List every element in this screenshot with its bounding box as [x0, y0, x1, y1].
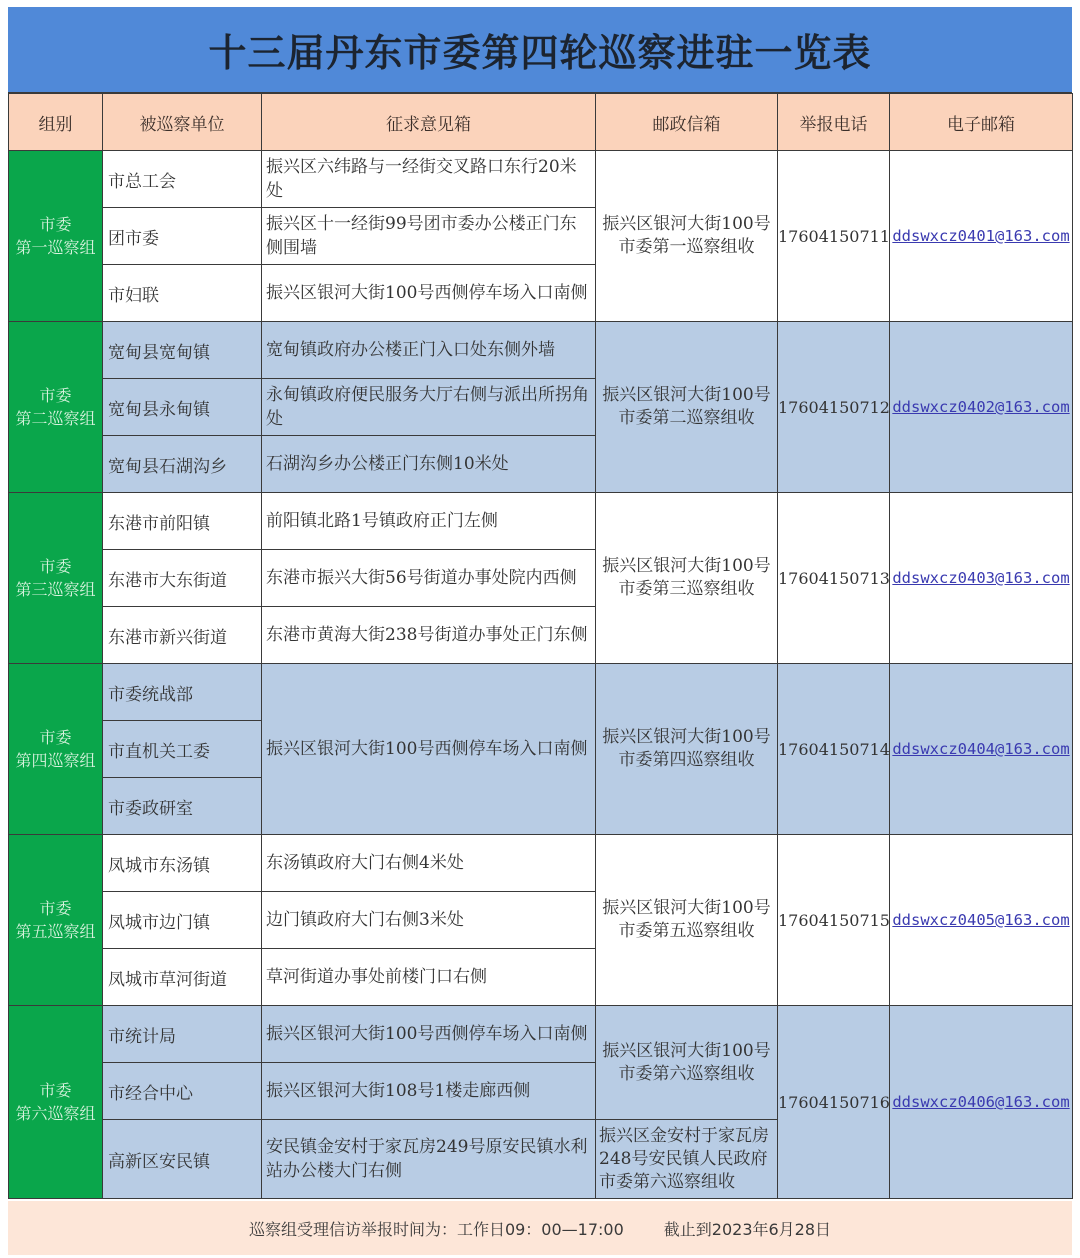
table-row: [9, 835, 1073, 892]
group-cell-1: 市委 第一巡察组: [9, 151, 103, 322]
suggestion-box-cell: 振兴区银河大街108号1楼走廊西侧: [262, 1063, 596, 1120]
suggestion-box-cell: 安民镇金安村于家瓦房249号原安民镇水利站办公楼大门右侧: [262, 1120, 596, 1199]
email-cell: [890, 322, 1073, 493]
unit-cell: 市直机关工委: [103, 721, 262, 778]
unit-cell: 东港市新兴街道: [103, 607, 262, 664]
postal-alt-cell: 振兴区金安村于家瓦房 248号安民镇人民政府 市委第六巡察组收: [596, 1120, 778, 1199]
title-bar: [8, 7, 1072, 93]
unit-cell: 东港市前阳镇: [103, 493, 262, 550]
inspection-table-sheet: [8, 7, 1072, 1255]
postal-cell: 振兴区银河大街100号 市委第二巡察组收: [596, 322, 778, 493]
suggestion-box-cell: 东汤镇政府大门右侧4米处: [262, 835, 596, 892]
phone-cell: 17604150715: [778, 835, 890, 1006]
suggestion-box-cell: 永甸镇政府便民服务大厅右侧与派出所拐角处: [262, 379, 596, 436]
email-link[interactable]: ddswxcz0406@163.com: [892, 1093, 1070, 1111]
header-email: 电子邮箱: [890, 94, 1073, 151]
unit-cell: 东港市大东街道: [103, 550, 262, 607]
email-cell: [890, 1006, 1073, 1199]
email-cell: [890, 664, 1073, 835]
suggestion-box-cell: 石湖沟乡办公楼正门东侧10米处: [262, 436, 596, 493]
suggestion-box-cell: 振兴区银河大街100号西侧停车场入口南侧: [262, 664, 596, 835]
inspection-table: [8, 93, 1073, 1199]
header-postal: 邮政信箱: [596, 94, 778, 151]
email-cell: [890, 835, 1073, 1006]
email-link[interactable]: ddswxcz0401@163.com: [892, 227, 1070, 245]
table-row: [9, 493, 1073, 550]
email-link[interactable]: ddswxcz0405@163.com: [892, 911, 1070, 929]
unit-cell: 市统计局: [103, 1006, 262, 1063]
suggestion-box-cell: 振兴区银河大街100号西侧停车场入口南侧: [262, 1006, 596, 1063]
postal-cell: 振兴区银河大街100号 市委第三巡察组收: [596, 493, 778, 664]
header-unit: 被巡察单位: [103, 94, 262, 151]
suggestion-box-cell: 前阳镇北路1号镇政府正门左侧: [262, 493, 596, 550]
header-phone: 举报电话: [778, 94, 890, 151]
unit-cell: 高新区安民镇: [103, 1120, 262, 1199]
reporting-hours: 巡察组受理信访举报时间为：工作日09：00—17:00: [248, 1219, 624, 1239]
group-cell-5: 市委 第五巡察组: [9, 835, 103, 1006]
unit-cell: 市委统战部: [103, 664, 262, 721]
suggestion-box-cell: 草河街道办事处前楼门口右侧: [262, 949, 596, 1006]
unit-cell: 市经合中心: [103, 1063, 262, 1120]
table-row: [9, 151, 1073, 208]
phone-cell: 17604150716: [778, 1006, 890, 1199]
header-group: 组别: [9, 94, 103, 151]
postal-cell: 振兴区银河大街100号 市委第四巡察组收: [596, 664, 778, 835]
postal-cell: 振兴区银河大街100号 市委第一巡察组收: [596, 151, 778, 322]
group-cell-4: 市委 第四巡察组: [9, 664, 103, 835]
table-row: [9, 664, 1073, 721]
unit-cell: 凤城市东汤镇: [103, 835, 262, 892]
footer-note: [8, 1201, 1072, 1255]
unit-cell: 市总工会: [103, 151, 262, 208]
group-cell-6: 市委 第六巡察组: [9, 1006, 103, 1199]
email-link[interactable]: ddswxcz0404@163.com: [892, 740, 1070, 758]
postal-cell: 振兴区银河大街100号 市委第六巡察组收: [596, 1006, 778, 1120]
unit-cell: 宽甸县宽甸镇: [103, 322, 262, 379]
deadline-date: 截止到2023年6月28日: [663, 1219, 832, 1239]
unit-cell: 凤城市边门镇: [103, 892, 262, 949]
table-row: [9, 322, 1073, 379]
suggestion-box-cell: 宽甸镇政府办公楼正门入口处东侧外墙: [262, 322, 596, 379]
email-link[interactable]: ddswxcz0403@163.com: [892, 569, 1070, 587]
email-cell: [890, 151, 1073, 322]
postal-cell: 振兴区银河大街100号 市委第五巡察组收: [596, 835, 778, 1006]
email-link[interactable]: ddswxcz0402@163.com: [892, 398, 1070, 416]
group-cell-3: 市委 第三巡察组: [9, 493, 103, 664]
phone-cell: 17604150711: [778, 151, 890, 322]
header-row: [9, 94, 1073, 151]
suggestion-box-cell: 振兴区十一经街99号团市委办公楼正门东侧围墙: [262, 208, 596, 265]
unit-cell: 宽甸县永甸镇: [103, 379, 262, 436]
unit-cell: 团市委: [103, 208, 262, 265]
suggestion-box-cell: 振兴区六纬路与一经街交叉路口东行20米处: [262, 151, 596, 208]
suggestion-box-cell: 边门镇政府大门右侧3米处: [262, 892, 596, 949]
table-row: [9, 1006, 1073, 1063]
phone-cell: 17604150712: [778, 322, 890, 493]
suggestion-box-cell: 东港市黄海大街238号街道办事处正门东侧: [262, 607, 596, 664]
suggestion-box-cell: 东港市振兴大街56号街道办事处院内西侧: [262, 550, 596, 607]
email-cell: [890, 493, 1073, 664]
unit-cell: 凤城市草河街道: [103, 949, 262, 1006]
phone-cell: 17604150713: [778, 493, 890, 664]
phone-cell: 17604150714: [778, 664, 890, 835]
unit-cell: 宽甸县石湖沟乡: [103, 436, 262, 493]
page-title: 十三届丹东市委第四轮巡察进驻一览表: [208, 30, 872, 75]
unit-cell: 市妇联: [103, 265, 262, 322]
suggestion-box-cell: 振兴区银河大街100号西侧停车场入口南侧: [262, 265, 596, 322]
unit-cell: 市委政研室: [103, 778, 262, 835]
header-suggestion-box: 征求意见箱: [262, 94, 596, 151]
group-cell-2: 市委 第二巡察组: [9, 322, 103, 493]
